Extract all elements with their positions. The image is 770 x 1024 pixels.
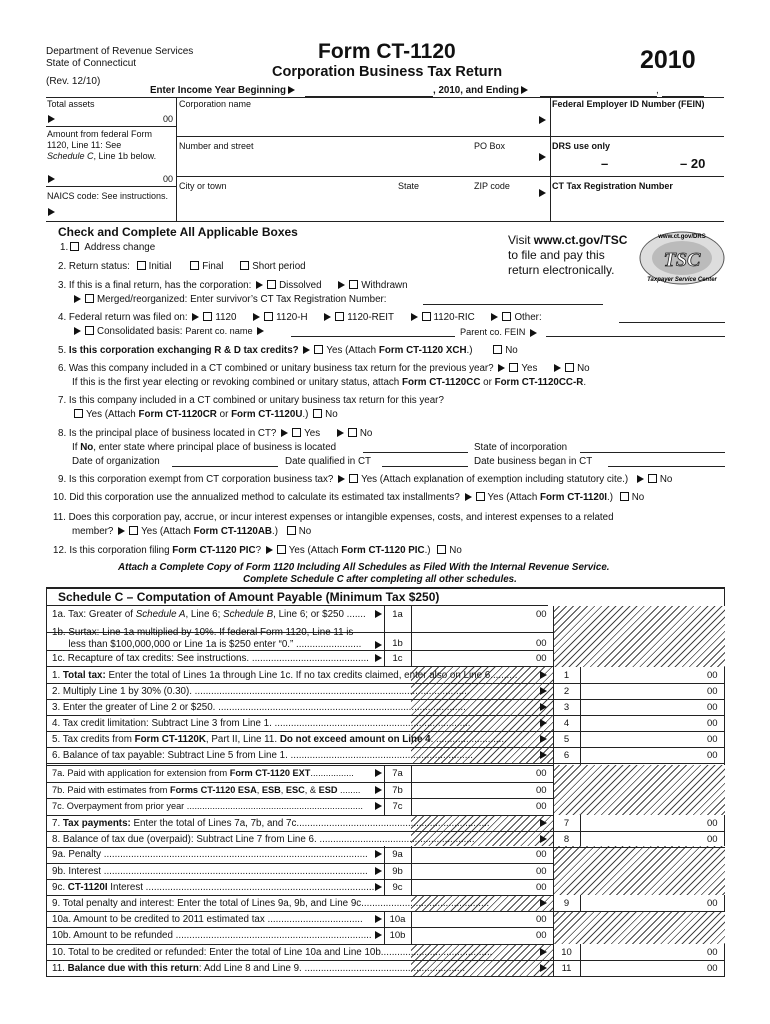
short-period-checkbox[interactable] xyxy=(240,261,249,270)
line-10a-cents: 00 xyxy=(536,914,547,925)
row-rule xyxy=(46,976,725,977)
federal-amount-label: Amount from federal Form 1120, Line 11: See Schedule C, Line 1b below. xyxy=(47,129,157,161)
line-7-amount-field[interactable] xyxy=(581,816,703,830)
tax-year: 2010 xyxy=(640,46,696,74)
divider xyxy=(550,136,724,137)
other-checkbox[interactable] xyxy=(502,312,511,321)
q10-yes-checkbox[interactable] xyxy=(476,492,485,501)
line-1b-amount-field[interactable] xyxy=(412,633,532,649)
line-11-cents: 00 xyxy=(707,963,718,974)
attach-note-1: Attach a Complete Copy of Form 1120 Including All Schedules as Filed With the Internal Revenue Service. xyxy=(118,562,610,573)
date-qual-label: Date qualified in CT xyxy=(285,456,372,467)
line-7-cents: 00 xyxy=(707,818,718,829)
line-10b-line-number: 10b xyxy=(389,930,406,941)
q4-row: 4. Federal return was filed on: 1120 1120-H 1120-REIT 1120-RIC Other: xyxy=(58,312,542,323)
tsc-link[interactable]: www.ct.gov/TSC xyxy=(533,233,628,247)
arrow-icon xyxy=(539,116,546,124)
date-qual-field[interactable] xyxy=(382,466,468,467)
q9-row: 9. Is this corporation exempt from CT corporation business tax? Yes (Attach explanation of exemption including statutory cite.) No xyxy=(58,474,673,485)
drs-dash: – xyxy=(601,156,609,171)
line-6-label: 6. Balance of tax payable: Subtract Line 5 from Line 1. ................................................................... xyxy=(52,750,473,761)
line-1-amount-field[interactable] xyxy=(581,668,703,682)
divider xyxy=(553,606,554,977)
attach-note-2: Complete Schedule C after completing all other schedules. xyxy=(243,574,517,585)
divider xyxy=(176,136,550,137)
line-6-cents: 00 xyxy=(707,750,718,761)
check-boxes-title: Check and Complete All Applicable Boxes xyxy=(58,225,298,239)
line-1c-line-number: 1c xyxy=(392,653,403,664)
arrow-icon xyxy=(539,153,546,161)
q11-answers: member? Yes (Attach Form CT-1120AB.) No xyxy=(72,526,312,537)
principal-state-field[interactable] xyxy=(363,452,468,453)
line-2-label: 2. Multiply Line 1 by 30% (0.30). ..................................................................................................... xyxy=(52,686,470,697)
line-3-label: 3. Enter the greater of Line 2 or $250. ........................................................................................... xyxy=(52,702,466,713)
line-7a-amount-field[interactable] xyxy=(412,766,532,781)
line-11-line-number: 11 xyxy=(561,963,572,974)
arrow-icon xyxy=(521,86,528,94)
arrow-icon xyxy=(375,915,382,923)
q12-yes-checkbox[interactable] xyxy=(277,545,286,554)
form-subtitle: Corporation Business Tax Return xyxy=(272,64,503,80)
arrow-icon xyxy=(540,687,547,695)
arrow-icon xyxy=(539,189,546,197)
line-7-label: 7. Tax payments: Enter the total of Lines 7a, 7b, and 7c....................................................................... xyxy=(52,818,490,829)
line-10-label: 10. Total to be credited or refunded: Enter the total of Line 10a and Line 10b......................................... xyxy=(52,947,492,958)
line-7a-cents: 00 xyxy=(536,768,547,779)
state-name: State of Connecticut xyxy=(46,58,137,69)
ct-reg-label: CT Tax Registration Number xyxy=(552,181,673,191)
line-8-cents: 00 xyxy=(707,834,718,845)
zip-label: ZIP code xyxy=(474,181,510,191)
parent-fein-label: Parent co. FEIN xyxy=(460,327,539,337)
line-7c-label: 7c. Overpayment from prior year ..................................................................... xyxy=(52,801,363,812)
parent-name-field[interactable] xyxy=(291,336,455,337)
row-rule xyxy=(46,763,725,764)
q5-row: 5. Is this corporation exchanging R & D tax credits? Yes (Attach Form CT-1120 XCH.) No xyxy=(58,345,518,356)
arrow-icon xyxy=(375,641,382,649)
line-9b-cents: 00 xyxy=(536,866,547,877)
arrow-icon xyxy=(48,115,55,123)
line-1-label: 1. Total tax: Enter the total of Lines 1a through Line 1c. If no tax credits claimed, enter also on Line 6.......... xyxy=(52,670,517,681)
line-5-amount-field[interactable] xyxy=(581,732,703,746)
hatched-area xyxy=(553,911,725,944)
line-1c-label: 1c. Recapture of tax credits: See instructions. ........................................... xyxy=(52,653,369,664)
line-7-line-number: 7 xyxy=(563,818,570,829)
fein-label: Federal Employer ID Number (FEIN) xyxy=(552,99,705,109)
q12-row: 12. Is this corporation filing Form CT-1120 PIC? Yes (Attach Form CT-1120 PIC.) No xyxy=(53,545,462,556)
line-3-cents: 00 xyxy=(707,702,718,713)
arrow-icon xyxy=(375,610,382,618)
f1120ric-checkbox[interactable] xyxy=(422,312,431,321)
arrow-icon xyxy=(375,867,382,875)
row-rule xyxy=(46,944,553,945)
line-7b-amount-field[interactable] xyxy=(412,783,532,797)
total-assets-cents: 00 xyxy=(163,114,174,124)
line-10b-label: 10b. Amount to be refunded ........................................................................ xyxy=(52,930,372,941)
q12-no-checkbox[interactable] xyxy=(437,545,446,554)
q8-yes-checkbox[interactable] xyxy=(292,428,301,437)
arrow-icon xyxy=(375,802,382,810)
line-9b-amount-field[interactable] xyxy=(412,864,532,878)
row-rule xyxy=(46,666,553,667)
other-field[interactable] xyxy=(619,322,725,323)
department-block xyxy=(46,46,193,88)
total-assets-label: Total assets xyxy=(47,99,95,109)
line-1c-cents: 00 xyxy=(536,653,547,664)
line-10a-line-number: 10a xyxy=(389,914,406,925)
q2-row: 2. Return status: Initial Final Short period xyxy=(58,261,306,272)
tsc-logo-mark: TSC xyxy=(663,249,701,271)
date-org-field[interactable] xyxy=(172,466,278,467)
line-9a-cents: 00 xyxy=(536,849,547,860)
line-9c-label: 9c. CT-1120I Interest .................................................................................... xyxy=(52,882,374,893)
line-9b-label: 9b. Interest ................................................................................................. xyxy=(52,866,368,877)
line-10-cents: 00 xyxy=(707,947,718,958)
consolidated-checkbox[interactable] xyxy=(85,326,94,335)
line-6-line-number: 6 xyxy=(563,750,570,761)
merged-row: Merged/reorganized: Enter survivor’s CT Tax Registration Number: xyxy=(72,294,387,305)
drs-use-label: DRS use only xyxy=(552,141,611,151)
line-10-line-number: 10 xyxy=(561,947,572,958)
q6-row: 6. Was this company included in a CT combined or unitary business tax return for the previous year? Yes No xyxy=(58,363,590,374)
line-9c-cents: 00 xyxy=(536,882,547,893)
divider xyxy=(46,605,548,606)
line-2-amount-field[interactable] xyxy=(581,684,703,698)
line-9b-line-number: 9b xyxy=(392,866,403,877)
divider xyxy=(550,176,724,177)
dissolved-checkbox[interactable] xyxy=(267,280,276,289)
line-1a-line-number: 1a xyxy=(392,609,403,620)
hatched-area xyxy=(553,765,725,815)
tsc-logo-label: Taxpayer Service Center xyxy=(647,277,717,283)
line-10a-label: 10a. Amount to be credited to 2011 estimated tax ................................... xyxy=(52,914,363,925)
arrow-icon xyxy=(540,703,547,711)
arrow-icon xyxy=(540,964,547,972)
comma: , xyxy=(656,85,659,96)
divider xyxy=(176,176,550,177)
initial-checkbox[interactable] xyxy=(137,261,146,270)
arrow-icon xyxy=(540,735,547,743)
q6-no-checkbox[interactable] xyxy=(565,363,574,372)
po-box-label: PO Box xyxy=(474,141,506,151)
line-9c-amount-field[interactable] xyxy=(412,880,532,894)
line-3-line-number: 3 xyxy=(563,702,570,713)
q11-yes-checkbox[interactable] xyxy=(129,526,138,535)
line-1a-amount-field[interactable] xyxy=(412,607,532,631)
line-7a-line-number: 7a xyxy=(392,768,403,779)
divider xyxy=(176,97,177,222)
final-checkbox[interactable] xyxy=(190,261,199,270)
line-9a-amount-field[interactable] xyxy=(412,847,532,862)
line-10b-amount-field[interactable] xyxy=(412,928,532,943)
city-label: City or town xyxy=(179,181,227,191)
line-1b-label: 1b. Surtax: Line 1a multiplied by 10%. If federal Form 1120, Line 11 is less than $100,000,000 or Line 1a is $250 enter “0.” ........................ xyxy=(52,627,361,651)
withdrawn-checkbox[interactable] xyxy=(349,280,358,289)
line-1b-cents: 00 xyxy=(536,638,547,649)
line-7c-amount-field[interactable] xyxy=(412,799,532,814)
state-label: State xyxy=(398,181,420,191)
federal-amount-cents: 00 xyxy=(163,174,174,184)
hatched-area xyxy=(553,606,725,667)
line-11-label: 11. Balance due with this return: Add Line 8 and Line 9. ........................................................... xyxy=(52,963,465,974)
arrow-icon xyxy=(540,671,547,679)
line-1a-cents: 00 xyxy=(536,609,547,620)
q9-no-checkbox[interactable] xyxy=(648,474,657,483)
consolidated-row: Consolidated basis: Parent co. name xyxy=(72,326,266,337)
line-9a-line-number: 9a xyxy=(392,849,403,860)
line-4-amount-field[interactable] xyxy=(581,716,703,730)
row-rule xyxy=(46,815,553,816)
revision: (Rev. 12/10) xyxy=(46,76,101,87)
q7-answers: Yes (Attach Form CT-1120CR or Form CT-1120U.) No xyxy=(72,409,338,420)
state-inc-label: State of incorporation xyxy=(474,442,568,453)
arrow-icon xyxy=(540,751,547,759)
visit-tsc-note: Visit www.ct.gov/TSC to file and pay this return electronically. xyxy=(508,233,628,277)
f1120-checkbox[interactable] xyxy=(203,312,212,321)
row-rule xyxy=(46,847,725,848)
and-ending-label: , 2010, and Ending xyxy=(433,85,530,96)
row-rule xyxy=(46,911,725,912)
arrow-icon xyxy=(48,208,55,216)
line-1b-line-number: 1b xyxy=(392,638,403,649)
line-4-label: 4. Tax credit limitation: Subtract Line 3 from Line 1. ........................................................................ xyxy=(52,718,471,729)
corp-name-label: Corporation name xyxy=(179,99,252,109)
q3-row: 3. If this is a final return, has the corporation: Dissolved Withdrawn xyxy=(58,280,408,291)
q10-no-checkbox[interactable] xyxy=(620,492,629,501)
date-began-label: Date business began in CT xyxy=(474,456,593,467)
arrow-icon xyxy=(375,786,382,794)
drs-dash-20: – 20 xyxy=(680,156,706,171)
arrow-icon xyxy=(375,850,382,858)
state-inc-field[interactable] xyxy=(580,452,725,453)
address-change-checkbox[interactable] xyxy=(70,242,79,251)
divider xyxy=(550,97,551,222)
line-7a-label: 7a. Paid with application for extension from Form CT-1120 EXT................. xyxy=(52,768,354,779)
income-year-beginning-label: Enter Income Year Beginning xyxy=(150,85,297,96)
arrow-icon xyxy=(375,769,382,777)
f1120h-checkbox[interactable] xyxy=(264,312,273,321)
arrow-icon xyxy=(540,719,547,727)
line-3-amount-field[interactable] xyxy=(581,700,703,714)
q5-no-checkbox[interactable] xyxy=(493,345,502,354)
line-8-line-number: 8 xyxy=(563,834,570,845)
line-7b-line-number: 7b xyxy=(392,785,403,796)
q5-yes-checkbox[interactable] xyxy=(314,345,323,354)
line-7c-line-number: 7c xyxy=(392,801,403,812)
line-7b-label: 7b. Paid with estimates from Forms CT-1120 ESA, ESB, ESC, & ESD ........ xyxy=(52,785,360,796)
tsc-logo xyxy=(634,228,730,288)
arrow-icon xyxy=(375,883,382,891)
arrow-icon xyxy=(375,931,382,939)
dept-name: Department of Revenue Services xyxy=(46,46,194,57)
id-bottom-rule xyxy=(46,221,724,222)
id-top-rule xyxy=(46,97,724,98)
arrow-icon xyxy=(375,654,382,662)
q6-yes-checkbox[interactable] xyxy=(509,363,518,372)
q8-no-checkbox[interactable] xyxy=(348,428,357,437)
line-9c-line-number: 9c xyxy=(392,882,403,893)
tsc-logo-url: www.ct.gov/DRS xyxy=(658,234,706,240)
line-7c-cents: 00 xyxy=(536,801,547,812)
arrow-icon xyxy=(540,819,547,827)
arrow-icon xyxy=(540,948,547,956)
line-1-line-number: 1 xyxy=(563,670,570,681)
line-9-label: 9. Total penalty and interest: Enter the total of Lines 9a, 9b, and Line 9c............................................... xyxy=(52,898,489,909)
q6-note: If this is the first year electing or revoking combined or unitary status, attach Form CT-1120CC or Form CT-1120CC-R. xyxy=(72,377,587,388)
line-2-cents: 00 xyxy=(707,686,718,697)
date-began-field[interactable] xyxy=(608,466,725,467)
line-8-amount-field[interactable] xyxy=(581,832,703,846)
arrow-icon xyxy=(288,86,295,94)
merged-checkbox[interactable] xyxy=(85,294,94,303)
line-1-cents: 00 xyxy=(707,670,718,681)
form-title: Form CT-1120 xyxy=(318,40,456,63)
line-1a-label: 1a. Tax: Greater of Schedule A, Line 6; Schedule B, Line 6; or $250 ....... xyxy=(52,609,366,620)
line-11-amount-field[interactable] xyxy=(581,961,703,975)
divider xyxy=(46,126,176,127)
q7-no-checkbox[interactable] xyxy=(313,409,322,418)
line-10-amount-field[interactable] xyxy=(581,945,703,959)
arrow-icon xyxy=(540,899,547,907)
line-4-line-number: 4 xyxy=(563,718,570,729)
line-10b-cents: 00 xyxy=(536,930,547,941)
line-8-label: 8. Balance of tax due (overpaid): Subtract Line 7 from Line 6. ......................................................... xyxy=(52,834,475,845)
line-9-line-number: 9 xyxy=(563,898,570,909)
line-5-line-number: 5 xyxy=(563,734,570,745)
line-1c-amount-field[interactable] xyxy=(412,651,532,665)
arrow-icon xyxy=(48,175,55,183)
line-10a-amount-field[interactable] xyxy=(412,912,532,926)
q8-ifno: If No, enter state where principal place of business is located xyxy=(72,442,337,453)
schedule-c-title: Schedule C – Computation of Amount Payable (Minimum Tax $250) xyxy=(58,590,440,604)
divider xyxy=(46,186,176,187)
line-2-line-number: 2 xyxy=(563,686,570,697)
line-9-cents: 00 xyxy=(707,898,718,909)
q9-yes-checkbox[interactable] xyxy=(349,474,358,483)
q11-no-checkbox[interactable] xyxy=(287,526,296,535)
street-label: Number and street xyxy=(179,141,254,151)
line-5-cents: 00 xyxy=(707,734,718,745)
parent-fein-field[interactable] xyxy=(546,336,725,337)
q8-row: 8. Is the principal place of business located in CT? Yes No xyxy=(58,428,373,439)
naics-label: NAICS code: See instructions. xyxy=(47,191,169,201)
line-6-amount-field[interactable] xyxy=(581,748,703,762)
row-rule xyxy=(46,895,553,896)
q10-row: 10. Did this corporation use the annualized method to calculate its estimated tax installments? Yes (Attach Form CT-1120I.) No xyxy=(53,492,645,503)
line-9-amount-field[interactable] xyxy=(581,896,703,910)
line-9a-label: 9a. Penalty ................................................................................................. xyxy=(52,849,368,860)
q1-row: 1. Address change xyxy=(60,242,156,253)
f1120reit-checkbox[interactable] xyxy=(335,312,344,321)
hatched-area xyxy=(553,846,725,895)
arrow-icon xyxy=(540,835,547,843)
line-7b-cents: 00 xyxy=(536,785,547,796)
q7-yes-checkbox[interactable] xyxy=(74,409,83,418)
date-org-label: Date of organization xyxy=(72,456,160,467)
line-5-label: 5. Tax credits from Form CT-1120K, Part II, Line 11. Do not exceed amount on Line 4. .......................... xyxy=(52,734,507,745)
survivor-reg-field[interactable] xyxy=(423,304,603,305)
q7-row: 7. Is this company included in a CT combined or unitary business tax return for this year? xyxy=(58,395,444,406)
line-4-cents: 00 xyxy=(707,718,718,729)
q11-row: 11. Does this corporation pay, accrue, or incur interest expenses or intangible expenses, costs, and interest expenses to a related xyxy=(53,512,614,523)
